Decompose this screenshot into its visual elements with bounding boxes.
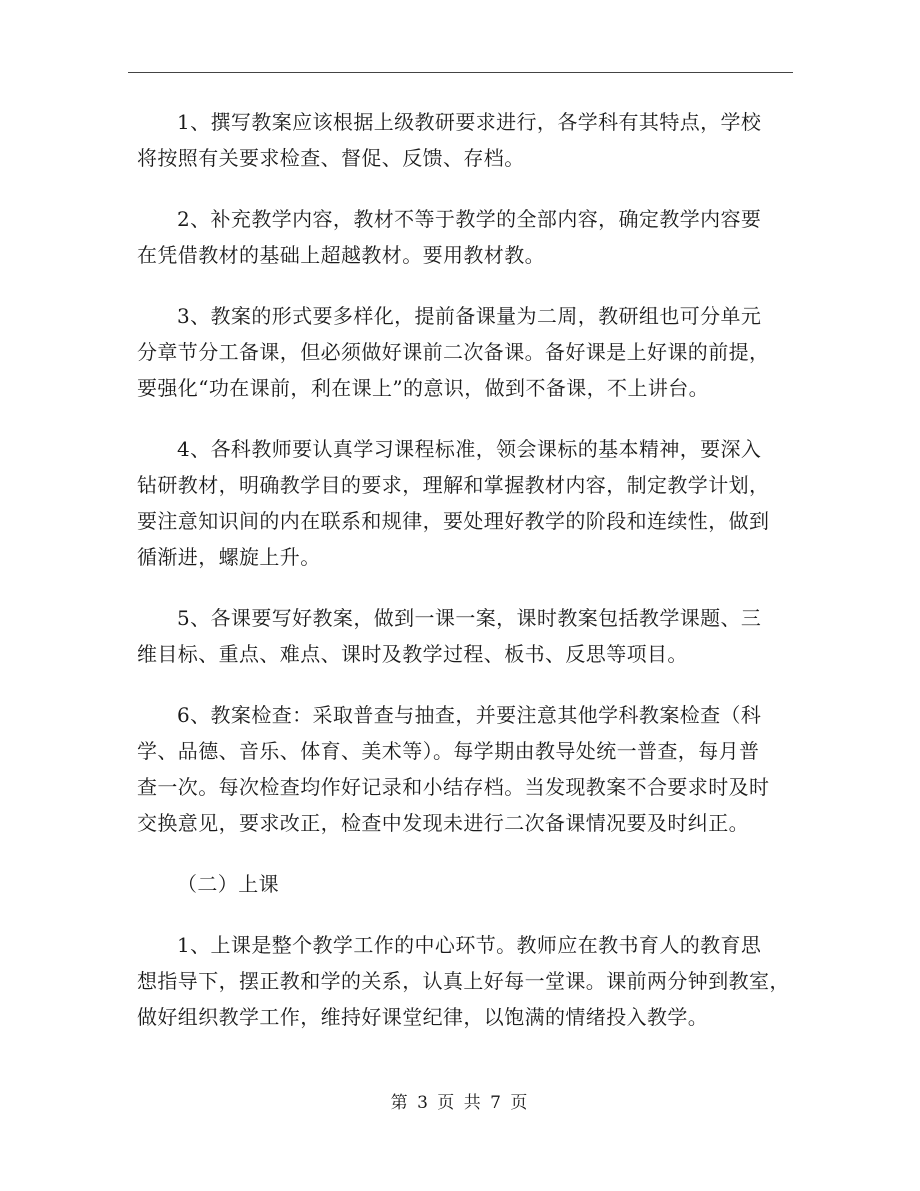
text-line: 在凭借教材的基础上超越教材。要用教材教。 [137,243,545,267]
text-line: 1、撰写教案应该根据上级教研要求进行，各学科有其特点，学校 [177,110,762,134]
paragraph-2 [137,201,793,273]
text-line: 循渐进，螺旋上升。 [137,545,321,569]
document-body [137,104,793,1060]
text-line: 要强化“功在课前，利在课上”的意识，做到不备课，不上讲台。 [137,376,710,400]
text-line: 5、各课要写好教案，做到一课一案，课时教案包括教学课题、三 [177,606,762,630]
text-line: 维目标、重点、难点、课时及教学过程、板书、反思等项目。 [137,642,688,666]
text-line: 查一次。每次检查均作好记录和小结存档。当发现教案不合要求时及时 [137,775,770,799]
text-line: 将按照有关要求检查、督促、反馈、存档。 [137,146,525,170]
text-line: 想指导下，摆正教和学的关系，认真上好每一堂课。课前两分钟到教室， [137,969,790,993]
text-line: 2、补充教学内容，教材不等于教学的全部内容，确定教学内容要 [177,207,762,231]
paragraph-3 [137,298,793,406]
page-number-footer: 第 3 页 共 7 页 [390,1093,530,1113]
text-line: 做好组织教学工作，维持好课堂纪律，以饱满的情绪投入教学。 [137,1005,709,1029]
text-line: 交换意见，要求改正，检查中发现未进行二次备课情况要及时纠正。 [137,811,749,835]
text-line: 3、教案的形式要多样化，提前备课量为二周，教研组也可分单元 [177,304,762,328]
text-line: 钻研教材，明确教学目的要求，理解和掌握教材内容，制定教学计划， [137,473,770,497]
text-line: 4、各科教师要认真学习课程标准，领会课标的基本精神，要深入 [177,437,762,461]
paragraph-5 [137,600,793,672]
text-line: 学、品德、音乐、体育、美术等）。每学期由教导处统一普查，每月普 [137,739,760,763]
paragraph-1 [137,104,793,176]
text-line: 分章节分工备课，但必须做好课前二次备课。备好课是上好课的前提， [137,340,770,364]
text-line: 6、教案检查：采取普查与抽查，并要注意其他学科教案检查（科 [177,703,762,727]
paragraph-4 [137,431,793,575]
header-divider [128,72,793,73]
paragraph-6 [137,697,793,841]
section-paragraph-1 [137,927,793,1035]
text-line: 要注意知识间的内在联系和规律，要处理好教学的阶段和连续性，做到 [137,509,770,533]
text-line: 1、上课是整个教学工作的中心环节。教师应在教书育人的教育思 [177,933,762,957]
section-heading: （二）上课 [177,872,279,896]
